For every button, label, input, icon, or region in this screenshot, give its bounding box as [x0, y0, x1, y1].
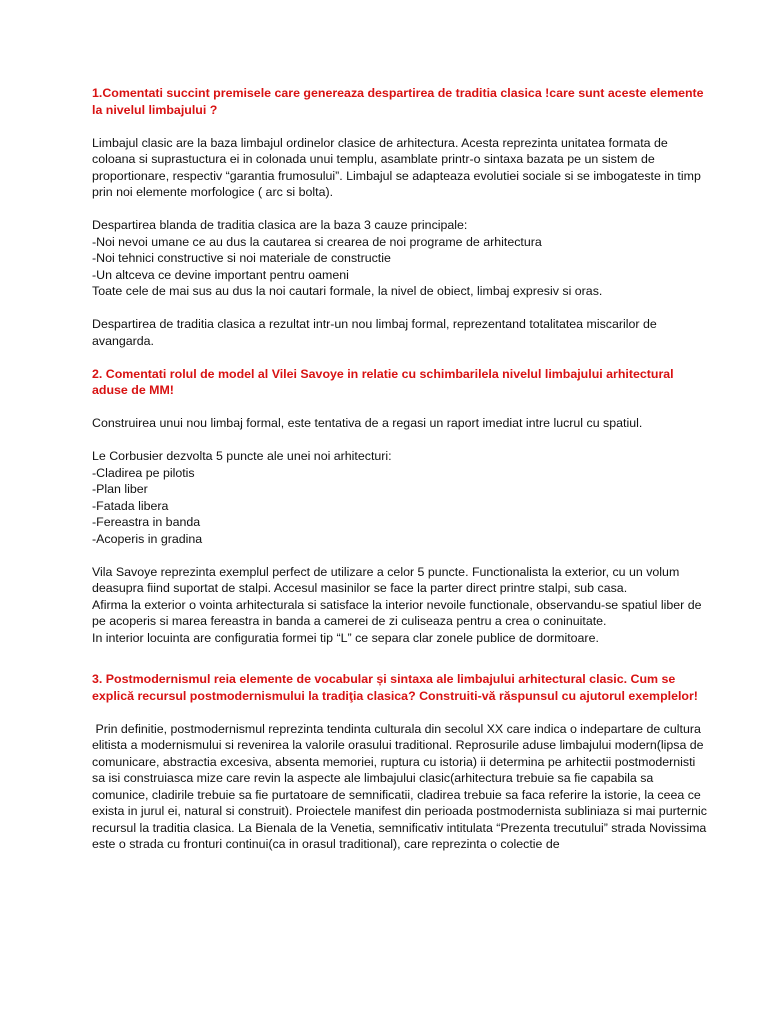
q2-paragraph-4: Afirma la exterior o vointa arhitecturala si satisface la interior nevoile functionale, observandu-se spatiul liber de pe acoperis si marea fereastra in banda a camerei de zi culiseaza pentru a crea o coninuitate.	[92, 597, 702, 628]
q2-list-line: -Cladirea pe pilotis	[92, 465, 195, 480]
q2-paragraph-3: Vila Savoye reprezinta exemplul perfect de utilizare a celor 5 puncte. Functionalista la exterior, cu un volum deasupra fiind suportat de stalpi. Accesul masinilor se face la parter direct printre stalpi, sub casa.	[92, 564, 680, 595]
q2-list-line: -Acoperis in gradina	[92, 531, 203, 546]
q1-paragraph-1: Limbajul clasic are la baza limbajul ordinelor clasice de arhitectura. Acesta reprezinta unitatea formata de coloana si suprastuctura ei in colonada unui templu, asamblate printr-o sintaxa bazata pe un sistem de proportionare, respectiv “garantia frumosului”. Limbajul se adapteaza evolutiei sociale si se imbogateste in timp prin noi elemente morfologice ( arc si bolta).	[92, 135, 701, 199]
q1-list-line: Toate cele de mai sus au dus la noi cautari formale, la nivel de obiect, limbaj expresiv si oras.	[92, 284, 603, 298]
question-3-heading: 3. Postmodernismul reia elemente de vocabular și sintaxa ale limbajului arhitectural clasic. Cum se explică recursul postmodernismului la tradiţia clasica? Construiti-vă răspunsul cu ajutorul exemplelor!	[92, 672, 698, 703]
q1-list-line: -Noi tehnici constructive si noi materiale de constructie	[92, 251, 391, 265]
q2-list-line: -Fatada libera	[92, 498, 169, 513]
question-1-heading: 1.Comentati succint premisele care genereaza despartirea de traditia clasica !care sunt aceste elemente la nivelul limbajului ?	[92, 86, 704, 117]
q2-list-line: Le Corbusier dezvolta 5 puncte ale unei noi arhitecturi:	[92, 449, 392, 463]
q2-list-line: -Fereastra in banda	[92, 515, 201, 529]
q2-paragraph-1: Construirea unui nou limbaj formal, este tentativa de a regasi un raport imediat intre lucrul cu spatiul.	[92, 416, 643, 430]
q1-list-line: -Noi nevoi umane ce au dus la cautarea si crearea de noi programe de arhitectura	[92, 234, 542, 249]
question-2-heading: 2. Comentati rolul de model al Vilei Savoye in relatie cu schimbarilela nivelul limbajului arhitectural aduse de MM!	[92, 366, 674, 397]
q1-paragraph-3: Despartirea de traditia clasica a rezultat intr-un nou limbaj formal, reprezentand totalitatea miscarilor de avangarda.	[92, 317, 657, 348]
q1-list-line: -Un altceva ce devine important pentru oameni	[92, 267, 349, 282]
q2-list-line: -Plan liber	[92, 482, 148, 496]
q1-list-line: Despartirea blanda de traditia clasica are la baza 3 cauze principale:	[92, 218, 468, 232]
q2-paragraph-5: In interior locuinta are configuratia formei tip “L” ce separa clar zonele publice de dormitoare.	[92, 630, 599, 645]
q3-paragraph-1: Prin definitie, postmodernismul reprezinta tendinta culturala din secolul XX care indica o indepartare de cultura elitista a modernismului si revenirea la valorile orasului traditional. Reprosurile aduse limbajului modern(lipsa de comunicare, abstractia excesiva, absenta memoriei, ruptura cu istoria) ii determina pe arhitectii postmodernisti sa isi construiasca mize care revin la aspecte ale limbajului clasic(arhitectura trebuie sa fie capabila sa comunice, cladirile trebuie sa fie purtatoare de semnificatii, cladirea trebuie sa faca referire la istorie, la ceea ce exista in jurul ei, natural si construit). Proiectele manifest din perioada postmodernista subliniaza si mai purternic recursul la traditia clasica. La Bienala de la Venetia, semnificativ intitulata “Prezenta trecutului” strada Novissima este o strada cu fronturi continui(ca in orasul traditional), care reprezinta o colectie de	[92, 721, 708, 851]
